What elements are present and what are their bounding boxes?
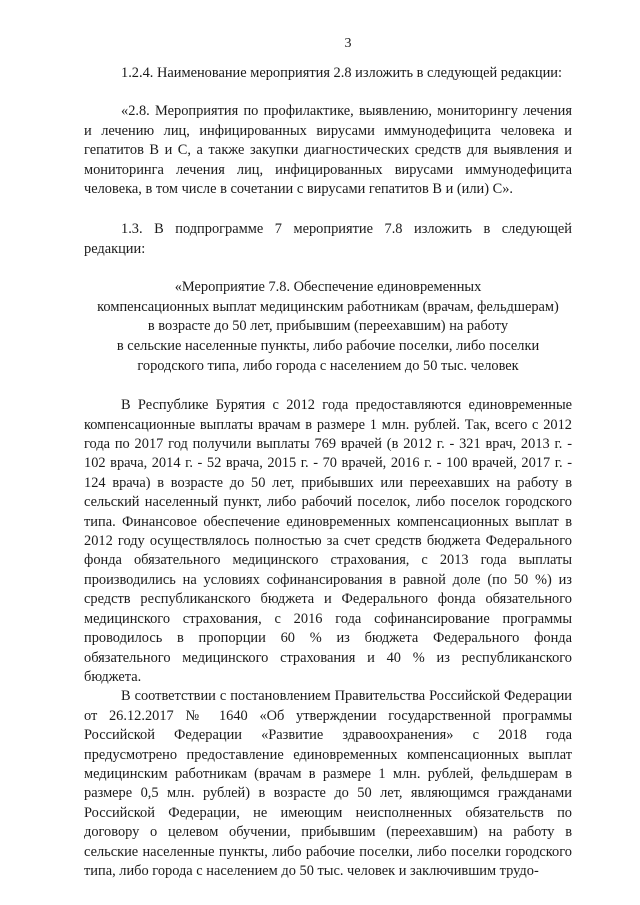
measure-7-8-heading <box>84 278 572 376</box>
paragraph-1-2-4: 1.2.4. Наименование мероприятия 2.8 изложить в следующей редакции: <box>121 65 563 81</box>
page-number: 3 <box>344 36 352 51</box>
paragraph-2-8-text: «2.8. Мероприятия по профилактике, выявлению, мониторингу лечения и лечению лиц, инфицированных вирусами иммунодефицита человека и гепатитов В и С, а также закупки диагностических средств для выявления и мониторинга лечения лиц, инфицированных вирусами иммунодефицита человека, в том числе в сочетании с вирусами гепатитов В и (или) С». <box>84 103 572 198</box>
heading-line: в сельские населенные пункты, либо рабочие поселки, либо поселки <box>116 338 540 355</box>
paragraph-1-3: 1.3. В подпрограмме 7 мероприятие 7.8 изложить в следующей редакции: <box>84 221 572 257</box>
heading-line: городского типа, либо города с населением до 50 тыс. человек <box>137 357 519 374</box>
paragraph-buryatia-payments: В Республике Бурятия с 2012 года предоставляются единовременные компенсационные выплаты врачам в размере 1 млн. рублей. Так, всего с 2012 года по 2017 год получили выплаты 769 врачей (в 2012 г. - 321 врач, 2013 г. - 102 врача, 2014 г. - 52 врача, 2015 г. - 70 врачей, 2016 г. - 100 врачей, 2017 г. - 124 врача) в возрасте до 50 лет, прибывших или переехавших на работу в сельский населенный пункт, либо рабочий поселок, либо поселок городского типа. Финансовое обеспечение единовременных компенсационных выплат в 2012 году осуществлялось полностью за счет средств бюджета Федерального фонда обязательного медицинского страхования, с 2013 года выплаты производились на условиях софинансирования в равной доле (по 50 %) из средств республиканского бюджета и Федерального фонда обязательного медицинского страхования, с 2016 года софинансирование программы проводилось в пропорции 60 % из бюджета Федерального фонда обязательного медицинского страхования и 40 % из республиканского бюджета. <box>84 397 572 685</box>
heading-line: компенсационных выплат медицинским работникам (врачам, фельдшерам) <box>97 298 559 315</box>
heading-line: в возрасте до 50 лет, прибывшим (переехавшим) на работу <box>147 318 509 335</box>
heading-line: «Мероприятие 7.8. Обеспечение единовременных <box>174 279 482 296</box>
document-body <box>84 64 572 881</box>
paragraph-government-decree: В соответствии с постановлением Правительства Российской Федерации от 26.12.2017 № 1640 «Об утверждении государственной программы Российской Федерации «Развитие здравоохранения» с 2018 года предусмотрено предоставление единовременных компенсационных выплат медицинским работникам (врачам в размере 1 млн. рублей, фельдшерам в размере 0,5 млн. рублей) в возрасте до 50 лет, являющимся гражданами Российской Федерации, не имеющим неисполненных обязательств по договору о целевом обучении, прибывшим (переехавшим) на работу в сельские населенные пункты, либо рабочие поселки, либо поселки городского типа, либо города с населением до 50 тыс. человек и заключившим трудо- <box>84 688 572 879</box>
